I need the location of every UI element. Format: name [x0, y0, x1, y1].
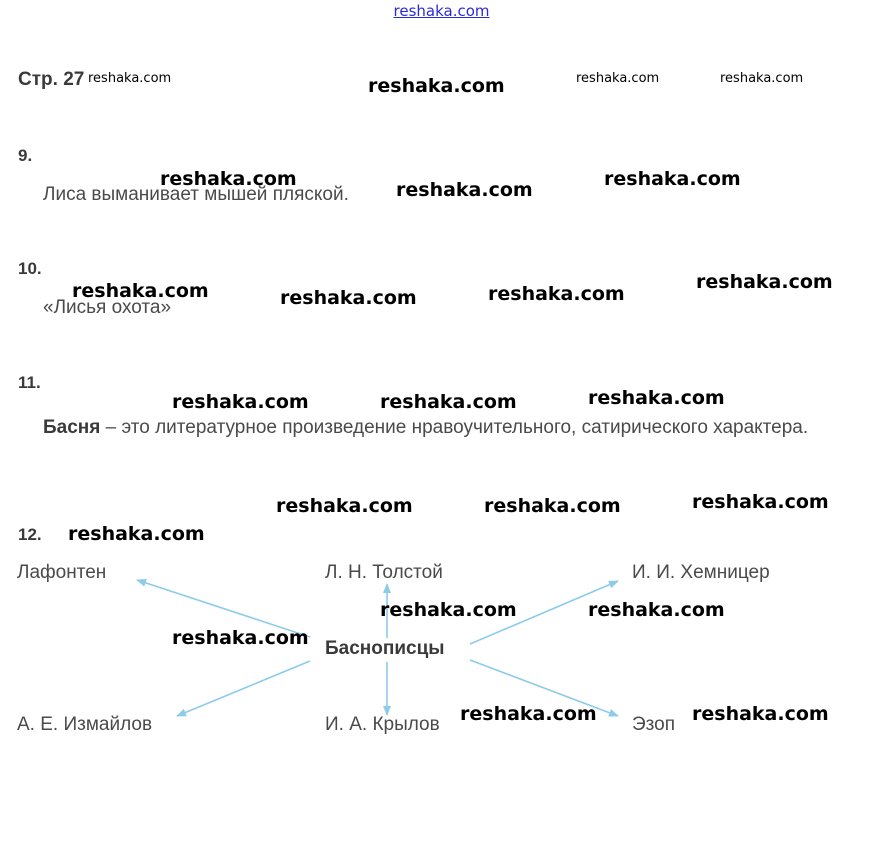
node-tolstoy: Л. Н. Толстой [325, 562, 443, 583]
watermark: reshaka.com [692, 491, 829, 513]
arrow-to-izmailov [177, 661, 310, 716]
watermark: reshaka.com [160, 168, 297, 190]
answer-9: Лиса выманивает мышей пляской. [43, 184, 349, 205]
watermark: reshaka.com [460, 703, 597, 725]
watermark: reshaka.com [484, 495, 621, 517]
watermark: reshaka.com [68, 523, 205, 545]
page-label: Стр. 27 [18, 69, 85, 90]
watermark: reshaka.com [488, 283, 625, 305]
term-basnya: Басня [43, 417, 101, 438]
definition-text: – это литературное произведение нравоучительного, сатирического характера. [100, 417, 809, 438]
watermark: reshaka.com [172, 627, 309, 649]
node-izmailov: А. Е. Измайлов [17, 714, 153, 735]
watermark: reshaka.com [172, 391, 309, 413]
watermark: reshaka.com [368, 75, 505, 97]
diagram-center-fabulists: Баснописцы [325, 638, 445, 659]
watermark: reshaka.com [276, 495, 413, 517]
question-number-12: 12. [18, 525, 42, 544]
watermark: reshaka.com [720, 71, 804, 86]
watermark: reshaka.com [72, 280, 209, 302]
watermark: reshaka.com [380, 391, 517, 413]
watermark: reshaka.com [696, 271, 833, 293]
watermark: reshaka.com [588, 387, 725, 409]
node-lafontaine: Лафонтен [17, 562, 107, 583]
question-number-9: 9. [18, 146, 33, 165]
watermark: reshaka.com [576, 71, 660, 86]
watermark: reshaka.com [88, 71, 172, 86]
site-link[interactable]: reshaka.com [393, 2, 490, 20]
watermark: reshaka.com [692, 703, 829, 725]
answer-10: «Лисья охота» [43, 297, 172, 318]
question-number-11: 11. [18, 373, 41, 392]
watermark: reshaka.com [380, 599, 517, 621]
node-khemnitser: И. И. Хемницер [632, 562, 770, 583]
watermark: reshaka.com [280, 287, 417, 309]
node-krylov: И. А. Крылов [325, 714, 440, 735]
node-aesop: Эзоп [632, 714, 676, 735]
watermark: reshaka.com [396, 179, 533, 201]
watermark: reshaka.com [604, 168, 741, 190]
question-number-10: 10. [18, 259, 42, 278]
watermark: reshaka.com [588, 599, 725, 621]
